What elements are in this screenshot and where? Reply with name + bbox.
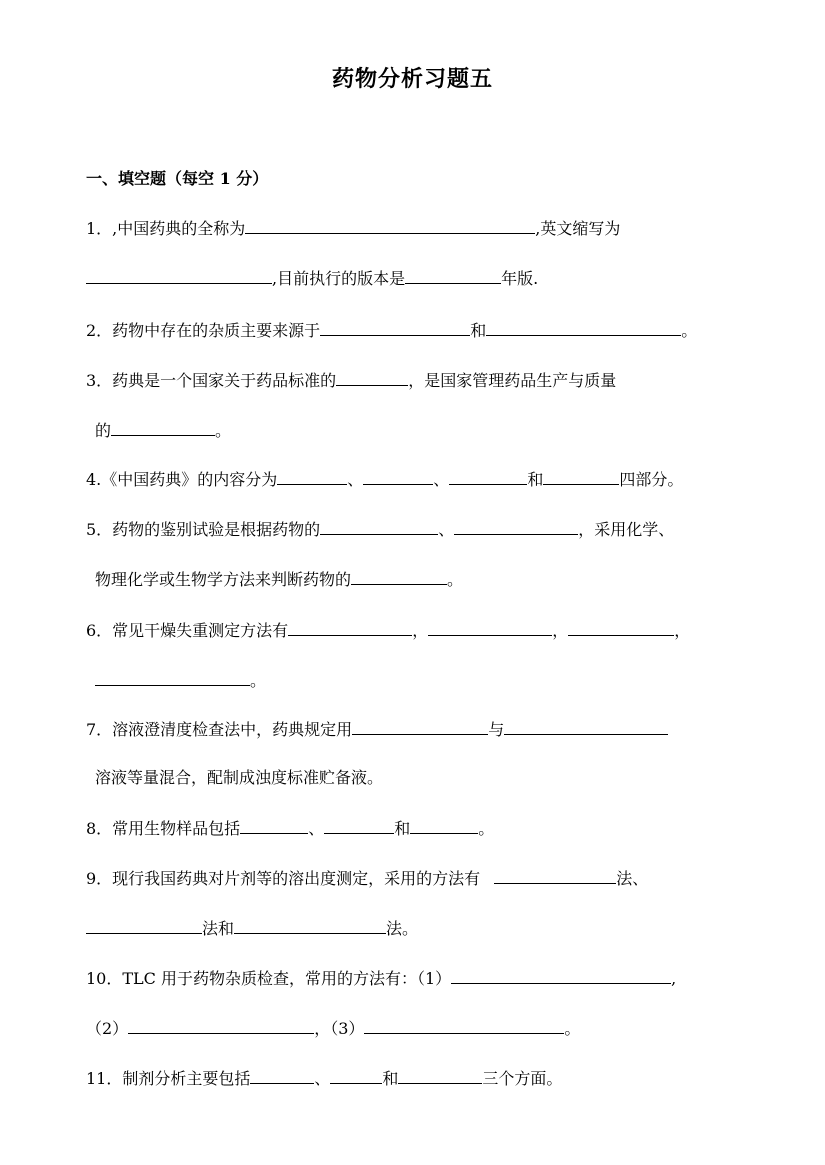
question-text: （2） (86, 1019, 129, 1038)
answer-blank[interactable] (405, 266, 501, 284)
question-5-line-1 (86, 517, 674, 541)
question-4 (86, 467, 683, 491)
question-3-line-2 (95, 418, 231, 442)
question-3-line-1 (86, 368, 616, 392)
question-text: 法、 (616, 869, 649, 888)
question-text: 7．溶液澄清度检查法中，药典规定用 (86, 720, 353, 739)
question-text: 和 (470, 321, 487, 340)
question-text: 法和 (202, 919, 235, 938)
answer-blank[interactable] (320, 318, 470, 336)
question-text: 法。 (386, 919, 419, 938)
question-text: 和 (394, 819, 411, 838)
question-text: 四部分。 (619, 470, 684, 489)
question-text: ,目前执行的版本是 (272, 269, 406, 288)
question-text: 8．常用生物样品包括 (86, 819, 241, 838)
answer-blank[interactable] (320, 517, 438, 535)
answer-blank[interactable] (364, 1016, 564, 1034)
section-heading: 一、填空题（每空 1 分） (86, 169, 269, 188)
question-text: 。 (215, 421, 232, 440)
question-10-line-1 (86, 966, 676, 990)
answer-blank[interactable] (504, 717, 668, 735)
question-text: 11．制剂分析主要包括 (86, 1069, 251, 1088)
question-text: 1．,中国药典的全称为 (86, 219, 246, 238)
question-text: 。 (681, 321, 698, 340)
question-text: 、 (308, 819, 325, 838)
question-text: ，采用化学、 (578, 520, 675, 539)
question-text: 和 (527, 470, 544, 489)
question-text: 4.《中国药典》的内容分为 (86, 470, 278, 489)
answer-blank[interactable] (245, 216, 535, 234)
question-text: 。 (250, 671, 267, 690)
answer-blank[interactable] (398, 1066, 482, 1084)
question-6-line-2 (95, 668, 266, 692)
question-text: 6．常见干燥失重测定方法有 (86, 621, 289, 640)
question-text: 和 (382, 1069, 399, 1088)
question-text: ， (674, 621, 691, 640)
question-text: ，（3） (314, 1019, 365, 1038)
question-10-line-2 (86, 1016, 580, 1040)
answer-blank[interactable] (449, 467, 527, 485)
answer-blank[interactable] (428, 618, 552, 636)
answer-blank[interactable] (277, 467, 347, 485)
question-text: 三个方面。 (482, 1069, 563, 1088)
question-7-line-2 (95, 767, 383, 789)
question-1-line-2 (86, 266, 538, 290)
question-text: 与 (488, 720, 505, 739)
question-text: 9．现行我国药典对片剂等的溶出度测定，采用的方法有 (86, 869, 481, 888)
answer-blank[interactable] (288, 618, 412, 636)
question-text: 3．药典是一个国家关于药品标准的 (86, 371, 337, 390)
answer-blank[interactable] (454, 517, 578, 535)
question-text: 。 (478, 819, 495, 838)
question-9-line-1 (86, 866, 648, 890)
question-text: 10．TLC 用于药物杂质检查，常用的方法有：（1） (86, 969, 452, 988)
question-8 (86, 816, 494, 840)
answer-blank[interactable] (494, 866, 616, 884)
question-6-line-1 (86, 618, 690, 642)
question-1-line-1 (86, 216, 620, 240)
question-text: 。 (564, 1019, 581, 1038)
question-2 (86, 318, 697, 342)
answer-blank[interactable] (330, 1066, 382, 1084)
question-text: 。 (447, 570, 464, 589)
answer-blank[interactable] (324, 816, 394, 834)
answer-blank[interactable] (234, 916, 386, 934)
question-text: 年版. (501, 269, 539, 288)
answer-blank[interactable] (86, 916, 202, 934)
question-5-line-2 (95, 567, 463, 591)
question-text: 溶液等量混合，配制成浊度标准贮备液。 (95, 768, 384, 787)
answer-blank[interactable] (568, 618, 674, 636)
question-text: ， (412, 621, 429, 640)
question-7-line-1 (86, 717, 668, 741)
question-text: 、 (314, 1069, 331, 1088)
question-text: 的 (95, 421, 112, 440)
question-text: 、 (433, 470, 450, 489)
question-text: , (671, 969, 677, 988)
answer-blank[interactable] (128, 1016, 314, 1034)
answer-blank[interactable] (363, 467, 433, 485)
question-9-line-2 (86, 916, 418, 940)
question-11 (86, 1066, 562, 1090)
answer-blank[interactable] (352, 717, 488, 735)
document-title: 药物分析习题五 (331, 66, 493, 92)
answer-blank[interactable] (250, 1066, 314, 1084)
answer-blank[interactable] (451, 966, 671, 984)
answer-blank[interactable] (111, 418, 215, 436)
question-text: ， (552, 621, 569, 640)
answer-blank[interactable] (486, 318, 681, 336)
answer-blank[interactable] (86, 266, 272, 284)
answer-blank[interactable] (543, 467, 619, 485)
answer-blank[interactable] (240, 816, 308, 834)
answer-blank[interactable] (410, 816, 478, 834)
question-text: 5．药物的鉴别试验是根据药物的 (86, 520, 321, 539)
answer-blank[interactable] (336, 368, 408, 386)
question-text: 物理化学或生物学方法来判断药物的 (95, 570, 352, 589)
answer-blank[interactable] (351, 567, 447, 585)
answer-blank[interactable] (95, 668, 250, 686)
question-text: ,英文缩写为 (535, 219, 621, 238)
question-text: 、 (438, 520, 455, 539)
question-text: ，是国家管理药品生产与质量 (408, 371, 617, 390)
question-text: 、 (347, 470, 364, 489)
question-text: 2．药物中存在的杂质主要来源于 (86, 321, 321, 340)
